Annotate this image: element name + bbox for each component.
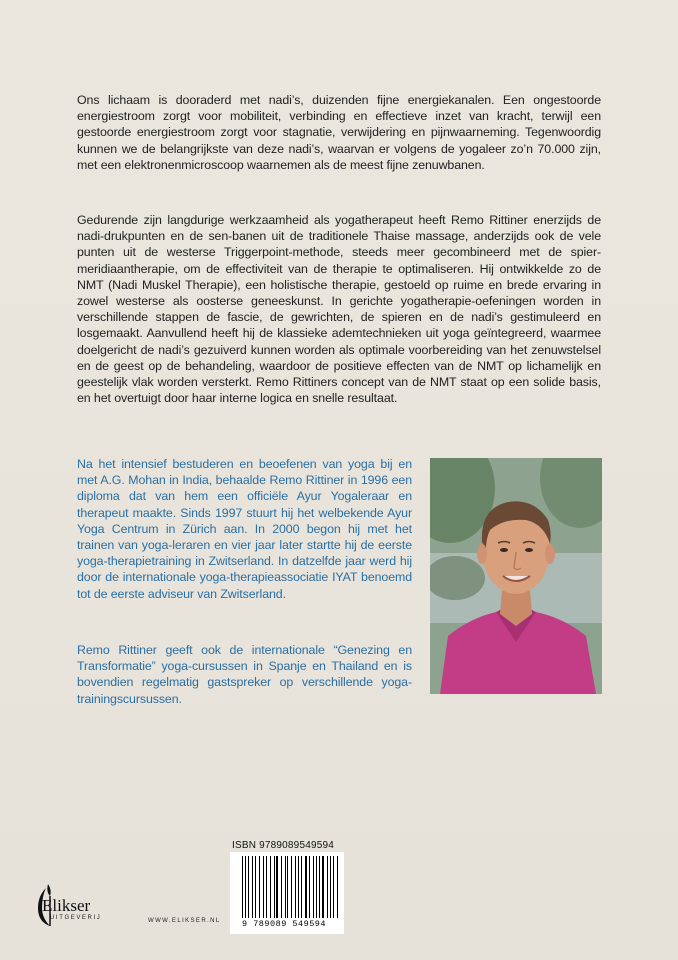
barcode-bar <box>266 856 267 918</box>
publisher-website: WWW.ELIKSER.NL <box>148 918 221 924</box>
barcode-bar <box>313 856 314 918</box>
author-bio-paragraph: Na het intensief bestuderen en beoefenen van yoga bij en met A.G. Mohan in India, behaalde Remo Rittiner in 1996 een diploma dat van hem een officiële Ayur Yogaleraar en therapeut maakte. Sinds 1997 stuurt hij het welbekende Ayur Yoga Centrum in Zürich aan. In 2000 begon hij met het trainen van yoga-leraren en vier jaar later startte hij de eerste yoga-therapietraining in Zwitserland. In datzelfde jaar werd hij door de internationale yoga-therapieassociatie IYAT benoemd tot de eerste adviseur van Zwitserland. <box>77 457 412 601</box>
barcode-bar <box>325 856 326 918</box>
barcode-bar <box>248 856 249 918</box>
isbn-label: ISBN 9789089549594 <box>232 840 335 851</box>
barcode-bar <box>298 856 299 918</box>
barcode-bar <box>330 856 331 918</box>
barcode-bar <box>291 856 292 918</box>
barcode-bar <box>314 856 315 918</box>
barcode-bar <box>259 856 260 918</box>
barcode-bar <box>255 856 256 918</box>
barcode-bar <box>303 856 304 918</box>
intro-paragraph: Ons lichaam is dooraderd met nadi’s, duizenden fijne energiekanalen. Een ongestoorde energiestroom zorgt voor mobiliteit, verbinding en effectieve inzet van kracht, terwijl een gestoorde energiestroom zorgt voor stagnatie, verwijdering en pijnwaarneming. Tegenwoordig kunnen we de belangrijkste van deze nadi’s, waarvan er volgens de yogaleer zo’n 70.000 zijn, met een elektronenmicroscoop waarnemen als de meest fijne zenuwbanen. <box>77 93 601 172</box>
barcode-bar <box>328 856 329 918</box>
barcode-bar <box>335 856 336 918</box>
barcode-bar <box>271 856 272 918</box>
barcode-bar <box>333 856 334 918</box>
barcode-bar <box>307 856 308 918</box>
author-photo <box>430 458 602 694</box>
publisher-name: Elikser <box>42 896 91 915</box>
author-activities-paragraph: Remo Rittiner geeft ook de internationale “Genezing en Transformatie” yoga-cursussen in Spanje en Thailand en is bovendien regelmatig gastspreker op verschillende yoga-trainingscursussen. <box>77 643 412 706</box>
barcode-digits: 9 789089 549594 <box>242 919 327 929</box>
barcode-bar <box>254 856 255 918</box>
barcode-bar <box>297 856 298 918</box>
barcode-bar <box>261 856 262 918</box>
barcode-bar <box>245 856 246 918</box>
barcode-bar <box>319 856 320 918</box>
barcode-bar <box>337 856 338 918</box>
barcode-bar <box>318 856 319 918</box>
barcode-bar <box>270 856 271 918</box>
publisher-subtitle: UITGEVERIJ <box>50 915 102 921</box>
barcode-bar <box>276 856 277 918</box>
barcode-bar <box>287 856 288 918</box>
barcode-bar <box>275 856 276 918</box>
barcode-bar <box>292 856 293 918</box>
barcode-bar <box>281 856 282 918</box>
barcode-bar <box>286 856 287 918</box>
barcode-bars <box>242 856 338 918</box>
barcode-bar <box>301 856 302 918</box>
method-paragraph: Gedurende zijn langdurige werkzaamheid als yogatherapeut heeft Remo Rittiner enerzijds de nadi-drukpunten en de sen-banen uit de traditionele Thaise massage, anderzijds ook de vele punten uit de westerse Triggerpoint-methode, steeds meer gecombineerd met de spier-meridiaantherapie, om de effectiviteit van de therapie te optimaliseren. Hij ontwikkelde zo de NMT (Nadi Muskel Therapie), een holistische therapie, gestoeld op ruime en brede ervaring in zowel westerse als oosterse geneeskunst. In gerichte yogatherapie-oefeningen worden in verschillende stappen de fascie, de gewrichten, de spieren en de nadi’s gestimuleerd en losgemaakt. Aanvullend heeft hij de klassieke ademtechnieken uit yoga geïntegreerd, waarmee doelgericht de nadi’s gezuiverd kunnen worden als optimale voorbereiding van het zenuwstelsel en de geest op de behandeling, waardoor de positieve effecten van de NMT op lichamelijk en geestelijk vlak worden versterkt. Remo Rittiners concept van de NMT staat op een solide basis, en het overtuigt door haar interne logica en snelle resultaat. <box>77 213 601 406</box>
barcode-bar <box>243 856 244 918</box>
barcode-bar <box>264 856 266 918</box>
barcode-bar <box>309 856 310 918</box>
barcode-bar <box>283 856 284 918</box>
barcode <box>230 852 344 934</box>
barcode-bar <box>322 856 324 918</box>
barcode-bar <box>250 856 251 918</box>
